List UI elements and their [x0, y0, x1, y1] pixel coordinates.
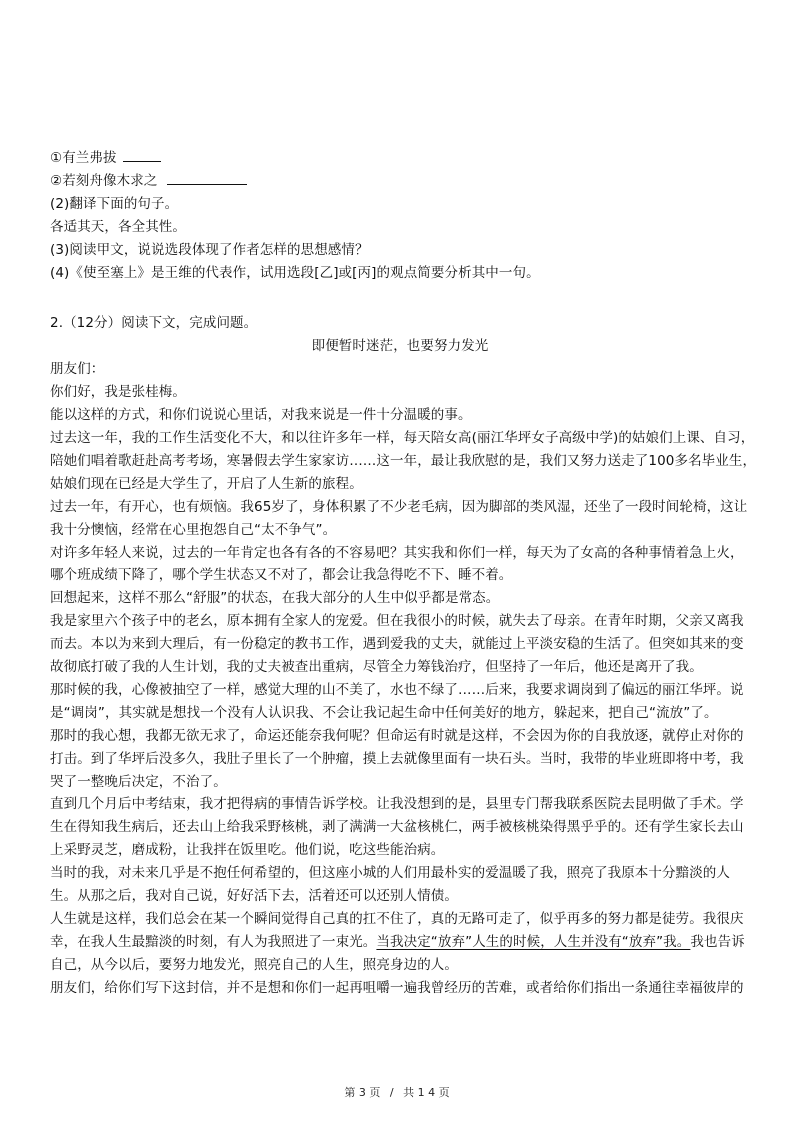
article-line: 当时的我，对未来几乎是不抱任何希望的，但这座小城的人们用最朴实的爱温暖了我，照亮了我原本十分黯淡的人 — [50, 865, 730, 882]
article-body-tail — [50, 954, 750, 1000]
article-line: 我是家里六个孩子中的老幺，原本拥有全家人的宠爱。但在我很小的时候，就失去了母亲。在青年时期，父亲又离我 — [50, 613, 744, 630]
page-total: 共 1 4 页 — [403, 1086, 450, 1099]
q1-sentence: 各适其天，各全其性。 — [50, 218, 186, 235]
article-line: 过去这一年，我的工作生活变化不大，和以往许多年一样，每天陪女高(丽江华坪女子高级中学)的姑娘们上课、自习， — [50, 429, 755, 446]
article-line: 回想起来，这样不那么“舒服”的状态，在我大部分的人生中似乎都是常态。 — [50, 590, 500, 607]
article-line: 那时候的我，心像被抽空了一样，感觉大理的山不美了，水也不绿了……后来，我要求调岗到了偏远的丽江华坪。说 — [50, 681, 744, 698]
q1-sub-4: (4)《使至塞上》是王维的代表作，试用选段[乙]或[丙]的观点简要分析其中一句。 — [50, 264, 540, 281]
q1-item-2: ②若刻舟像木求之 — [50, 170, 750, 193]
article-line: 能以这样的方式，和你们说说心里话，对我来说是一件十分温暖的事。 — [50, 407, 472, 424]
article-line: 对许多年轻人来说，过去的一年肯定也各有各的不容易吧？其实我和你们一样，每天为了女高的各种事情着急上火， — [50, 544, 744, 561]
article-line: 你们好，我是张桂梅。 — [50, 384, 186, 401]
page-content — [50, 147, 757, 1000]
underlined-sentence: 当我决定“放弃”人生的时候，人生并没有“放弃”我。 — [376, 933, 691, 950]
article-line: 自己，从今以后，要努力地发光，照亮自己的人生，照亮身边的人。 — [50, 956, 458, 973]
article-line: 朋友们，给你们写下这封信，并不是想和你们一起再咀嚼一遍我曾经历的苦难，或者给你们指出一条通往幸福彼岸的 — [50, 979, 744, 996]
article-line: 生。从那之后，我对自己说，好好活下去，活着还可以还别人情债。 — [50, 888, 458, 905]
article-line: 人生就是这样，我们总会在某一个瞬间觉得自己真的扛不住了，真的无路可走了，似乎再多的努力都是徒劳。我很庆 — [50, 911, 744, 927]
article-title: 即便暂时迷茫，也要努力发光 — [311, 338, 489, 355]
article-body — [50, 358, 757, 931]
page-number: 第 3 页 — [344, 1086, 381, 1099]
article-line: 过去一年，有开心，也有烦恼。我65岁了，身体积累了不少老毛病，因为脚部的类风湿，还坐了一段时间轮椅，这让 — [50, 498, 748, 515]
article-line: 生在得知我生病后，还去山上给我采野核桃，剥了满满一大盆核桃仁，两手被核桃染得黑乎乎的。还有学生家长去山 — [50, 819, 744, 836]
article-line: 直到几个月后中考结束，我才把得病的事情告诉学校。让我没想到的是，县里专门帮我联系医院去昆明做了手术。学 — [50, 796, 744, 813]
section-gap — [50, 284, 750, 312]
article-line: 上采野灵芝，磨成粉，让我拌在饭里吃。他们说，吃这些能治病。 — [50, 842, 445, 859]
q1-sub-3: (3)阅读甲文，说说选段体现了作者怎样的思想感情？ — [50, 241, 369, 258]
article-line: 姑娘们现在已经是大学生了，开启了人生新的旅程。 — [50, 475, 363, 492]
q1-item-1: ①有兰弗拔 — [50, 147, 750, 170]
article-line: 哭了一整晚后决定，不治了。 — [50, 773, 227, 790]
page-separator: / — [389, 1086, 394, 1099]
article-line: 哪个班成绩下降了，哪个学生状态又不对了，都会让我急得吃不下、睡不着。 — [50, 567, 513, 584]
article-line: 故彻底打破了我的人生计划，我的丈夫被查出重病，尽管全力筹钱治疗，但坚持了一年后，他还是离开了我。 — [50, 659, 703, 676]
article-line: 是“调岗”，其实就是想找一个没有人认识我、不会让我记起生命中任何美好的地方，躲起来，把自己“流放”了。 — [50, 704, 718, 721]
article-line: 而去。本以为来到大理后，有一份稳定的教书工作，遇到爱我的丈夫，就能过上平淡安稳的生活了。但突如其来的变 — [50, 636, 744, 653]
article-line: 打击。到了华坪后没多久，我肚子里长了一个肿瘤，摸上去就像里面有一块石头。当时，我带的毕业班即将中考，我 — [50, 750, 744, 767]
article-line: 那时的我心想，我都无欲无求了，命运还能奈我何呢？但命运有时就是这样，不会因为你的自我放逐，就停止对你的 — [50, 727, 744, 744]
article-line: 朋友们： — [50, 361, 105, 378]
q1-sub-2: (2)翻译下面的句子。 — [50, 195, 179, 212]
page-footer — [0, 1084, 794, 1100]
article-line: 陪她们唱着歌赶赴高考考场，寒暑假去学生家家访……这一年，最让我欣慰的是，我们又努力送走了100多名毕业生， — [50, 452, 757, 469]
answer-blank-1[interactable] — [123, 147, 161, 162]
article-line: 我十分懊恼，经常在心里抱怨自己“太不争气”。 — [50, 521, 337, 538]
q2-heading: 2.（12分）阅读下文，完成问题。 — [50, 315, 258, 332]
article-line-underlined: 幸，在我人生最黯淡的时刻，有人为我照进了一束光。当我决定“放弃”人生的时候，人生并没有“放弃”我。我也告诉 — [50, 933, 745, 950]
answer-blank-2[interactable] — [167, 170, 247, 185]
